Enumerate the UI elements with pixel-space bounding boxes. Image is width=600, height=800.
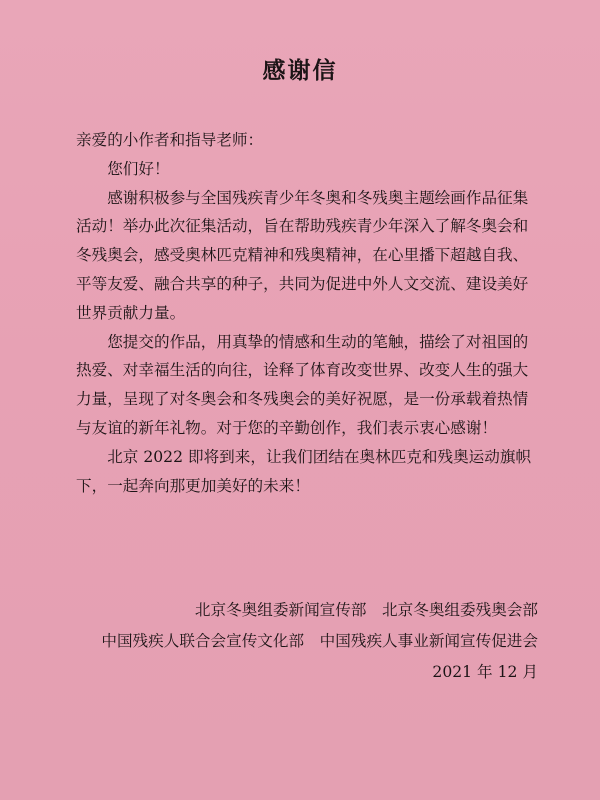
paragraph-3: 北京 2022 即将到来，让我们团结在奥林匹克和残奥运动旗帜下，一起奔向那更加美好的未来！ [76,447,532,495]
signature-block [101,595,538,688]
salutation-line: 您们好！ [107,159,170,178]
signature-line-2: 中国残疾人联合会宣传文化部 中国残疾人事业新闻宣传促进会 [101,632,538,650]
paragraph-1: 感谢积极参与全国残疾青少年冬奥和冬残奥主题绘画作品征集活动！举办此次征集活动，旨在帮助残疾青少年深入了解冬奥会和冬残奥会，感受奥林匹克精神和残奥精神，在心里播下超越自我、平等友爱、融合共享的种子，共同为促进中外人文交流、建设美好世界贡献力量。 [76,188,529,322]
greeting-line: 亲爱的小作者和指导老师： [76,131,264,149]
letter-title: 感谢信 [262,57,338,84]
signature-date: 2021 年 12 月 [432,663,538,681]
paragraph-2: 您提交的作品，用真挚的情感和生动的笔触，描绘了对祖国的热爱、对幸福生活的向往，诠释了体育改变世界、改变人生的强大力量，呈现了对冬奥会和冬残奥会的美好祝愿，是一份承载着热情与友谊的新年礼物。对于您的辛勤创作，我们表示衷心感谢！ [76,332,529,437]
letter-body [76,126,536,500]
signature-line-1: 北京冬奥组委新闻宣传部 北京冬奥组委残奥会部 [194,601,538,619]
